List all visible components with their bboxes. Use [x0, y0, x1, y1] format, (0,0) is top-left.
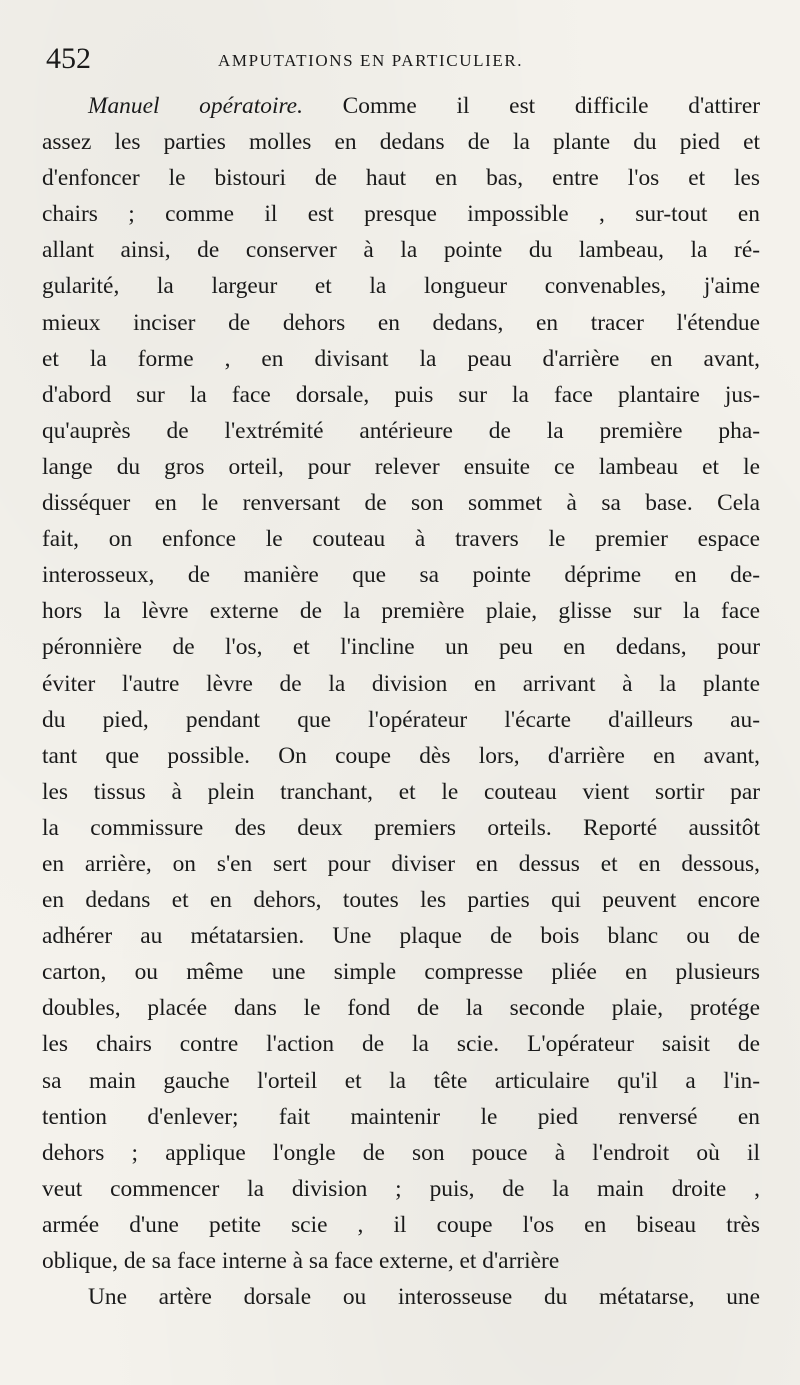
paragraph-1-line: mieux inciser de dehors en dedans, en tracer l'étendue: [42, 309, 760, 336]
paragraph-1-line: éviter l'autre lèvre de la division en arrivant à la plante: [42, 670, 760, 697]
paragraph-1-line: tant que possible. On coupe dès lors, d'arrière en avant,: [42, 742, 760, 769]
running-title: AMPUTATIONS EN PARTICULIER.: [218, 51, 524, 70]
paragraph-1-line: veut commencer la division ; puis, de la main droite ,: [42, 1175, 760, 1202]
body-text: [42, 88, 760, 1315]
paragraph-1-line: sa main gauche l'orteil et la tête articulaire qu'il a l'in-: [42, 1067, 760, 1094]
paragraph-1-line: disséquer en le renversant de son sommet à sa base. Cela: [42, 490, 760, 517]
paragraph-1-line: doubles, placée dans le fond de la seconde plaie, protége: [42, 995, 760, 1022]
paragraph-1-line: péronnière de l'os, et l'incline un peu en dedans, pour: [42, 634, 760, 661]
paragraph-1-line: interosseux, de manière que sa pointe déprime en de-: [42, 562, 760, 589]
running-head: [46, 42, 754, 76]
paragraph-1-line: hors la lèvre externe de la première plaie, glisse sur la face: [42, 598, 760, 625]
paragraph-1-line: lange du gros orteil, pour relever ensuite ce lambeau et le: [42, 453, 760, 480]
section-lead-italic: Manuel opératoire.: [88, 93, 303, 119]
paragraph-1-line: les tissus à plein tranchant, et le couteau vient sortir par: [42, 778, 760, 805]
paragraph-1-line: assez les parties molles en dedans de la plante du pied et: [42, 129, 760, 156]
paragraph-2-line-1: Une artère dorsale ou interosseuse du métatarse, une: [88, 1284, 760, 1311]
page-number: 452: [46, 42, 91, 75]
paragraph-1-line: armée d'une petite scie , il coupe l'os en biseau très: [42, 1211, 760, 1238]
paragraph-1-line: adhérer au métatarsien. Une plaque de bois blanc ou de: [42, 923, 760, 950]
paragraph-1-line: allant ainsi, de conserver à la pointe du lambeau, la ré-: [42, 237, 760, 264]
paragraph-1-line: qu'auprès de l'extrémité antérieure de la première pha-: [42, 417, 760, 444]
paragraph-1-line: la commissure des deux premiers orteils. Reporté aussitôt: [42, 814, 760, 841]
paragraph-1-line: les chairs contre l'action de la scie. L'opérateur saisit de: [42, 1031, 760, 1058]
paragraph-1-line: d'enfoncer le bistouri de haut en bas, entre l'os et les: [42, 165, 760, 192]
paragraph-1-line: fait, on enfonce le couteau à travers le premier espace: [42, 526, 760, 553]
paragraph-1-line: tention d'enlever; fait maintenir le pied renversé en: [42, 1103, 760, 1130]
paragraph-1-line-1-rest: Comme il est difficile d'attirer: [302, 93, 760, 119]
paragraph-1-last-line: oblique, de sa face interne à sa face externe, et d'arrière: [42, 1248, 560, 1274]
paragraph-1-line: chairs ; comme il est presque impossible , sur-tout en: [42, 201, 760, 228]
paragraph-1-line: du pied, pendant que l'opérateur l'écarte d'ailleurs au-: [42, 706, 760, 733]
paragraph-1-line: dehors ; applique l'ongle de son pouce à l'endroit où il: [42, 1139, 760, 1166]
paragraph-1-line-1: [42, 88, 760, 124]
paragraph-1-line: en arrière, on s'en sert pour diviser en dessus et en dessous,: [42, 850, 760, 877]
paragraph-1-line: d'abord sur la face dorsale, puis sur la face plantaire jus-: [42, 381, 760, 408]
paragraph-1-line: gularité, la largeur et la longueur convenables, j'aime: [42, 273, 760, 300]
paragraph-1-line: et la forme , en divisant la peau d'arrière en avant,: [42, 345, 760, 372]
paragraph-1-line: en dedans et en dehors, toutes les parties qui peuvent encore: [42, 887, 760, 914]
paragraph-1-line: carton, ou même une simple compresse pliée en plusieurs: [42, 959, 760, 986]
